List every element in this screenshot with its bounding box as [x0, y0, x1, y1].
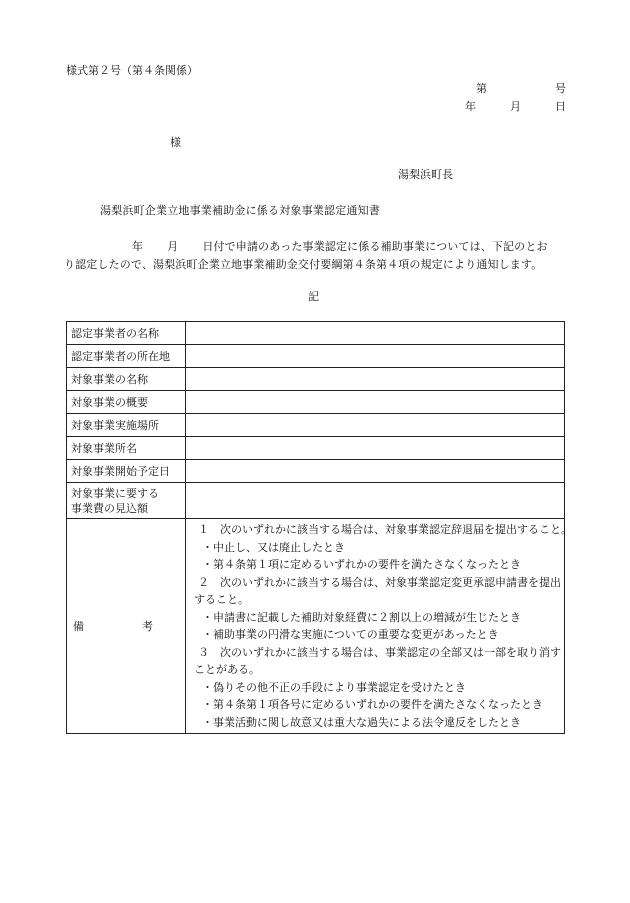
- document-number: [476, 82, 566, 96]
- remarks-content: [186, 519, 572, 734]
- ki-heading: 記: [308, 290, 319, 303]
- remark-line: ・申請書に記載した補助対象経費に２割以上の増減が生じたとき: [202, 610, 521, 624]
- remark-line: ・偽りその他不正の手段により事業認定を受けたとき: [202, 680, 466, 694]
- body-month: 月: [167, 240, 179, 253]
- date-day: 日: [555, 100, 566, 113]
- row-value[interactable]: [186, 437, 565, 460]
- date-year: 年: [465, 100, 476, 113]
- form-number: 様式第２号（第４条関係）: [66, 64, 198, 77]
- row-value[interactable]: [186, 322, 565, 345]
- table-row: [67, 391, 565, 414]
- remark-line: ・事業活動に関し故意又は重大な過失による法令違反をしたとき: [202, 715, 521, 729]
- remarks-label-1: 備: [73, 619, 84, 633]
- remark-line: ・第４条第１項に定めるいずれかの要件を満たさなくなったとき: [202, 558, 521, 571]
- table-row: [67, 437, 565, 460]
- table-row: [67, 345, 565, 368]
- table-row: [67, 322, 565, 345]
- cost-value[interactable]: [186, 483, 565, 519]
- cost-label-line2: 事業費の見込額: [71, 501, 148, 515]
- remark-line: ・第４条第１項各号に定めるいずれかの要件を満たさなくなったとき: [202, 698, 543, 711]
- table-row: [67, 483, 565, 519]
- remarks-row: [67, 519, 565, 734]
- row-value[interactable]: [186, 345, 565, 368]
- table-row: [67, 414, 565, 437]
- row-label: 認定事業者の所在地: [67, 345, 186, 368]
- number-prefix: 第: [476, 82, 487, 95]
- sender: 湯梨浜町長: [398, 168, 453, 181]
- remark-line: すること。: [194, 593, 249, 606]
- addressee: 様: [170, 136, 181, 149]
- details-table: [66, 321, 572, 734]
- remark-line: ・中止し、又は廃止したとき: [202, 540, 345, 554]
- date-month: 月: [510, 100, 521, 113]
- row-value[interactable]: [186, 460, 565, 483]
- row-label: 対象事業実施場所: [67, 414, 186, 437]
- body-text-line1: 日付で申請のあった事業認定に係る補助事業については、下記のとお: [202, 240, 548, 253]
- cost-label-line1: 対象事業に要する: [71, 486, 159, 500]
- remark-line: ３ 次のいずれかに該当する場合は、事業認定の全部又は一部を取り消す: [198, 645, 561, 659]
- body-paragraph: [64, 238, 568, 274]
- row-label: 対象事業の概要: [67, 391, 186, 414]
- table-row: [67, 368, 565, 391]
- number-suffix: 号: [555, 82, 566, 95]
- row-label: 対象事業所名: [67, 437, 186, 460]
- row-label: 認定事業者の名称: [67, 322, 186, 345]
- document-date: [465, 100, 566, 114]
- remarks-label: [67, 519, 186, 734]
- remarks-label-2: 考: [142, 619, 153, 633]
- body-text-line2: り認定したので、湯梨浜町企業立地事業補助金交付要綱第４条第４項の規定により通知します。: [64, 258, 543, 271]
- row-value[interactable]: [186, 368, 565, 391]
- body-year: 年: [132, 240, 144, 253]
- page-title: 湯梨浜町企業立地事業補助金に係る対象事業認定通知書: [100, 204, 380, 217]
- cost-label: [67, 483, 186, 519]
- row-value[interactable]: [186, 414, 565, 437]
- remark-line: １ 次のいずれかに該当する場合は、対象事業認定辞退届を提出すること。: [198, 523, 572, 536]
- remark-line: ２ 次のいずれかに該当する場合は、対象事業認定変更承認申請書を提出: [198, 575, 561, 589]
- table-row: [67, 460, 565, 483]
- remark-line: ことがある。: [194, 663, 260, 676]
- row-label: 対象事業の名称: [67, 368, 186, 391]
- remark-line: ・補助事業の円滑な実施についての重要な変更があったとき: [202, 628, 499, 641]
- row-label: 対象事業開始予定日: [67, 460, 186, 483]
- row-value[interactable]: [186, 391, 565, 414]
